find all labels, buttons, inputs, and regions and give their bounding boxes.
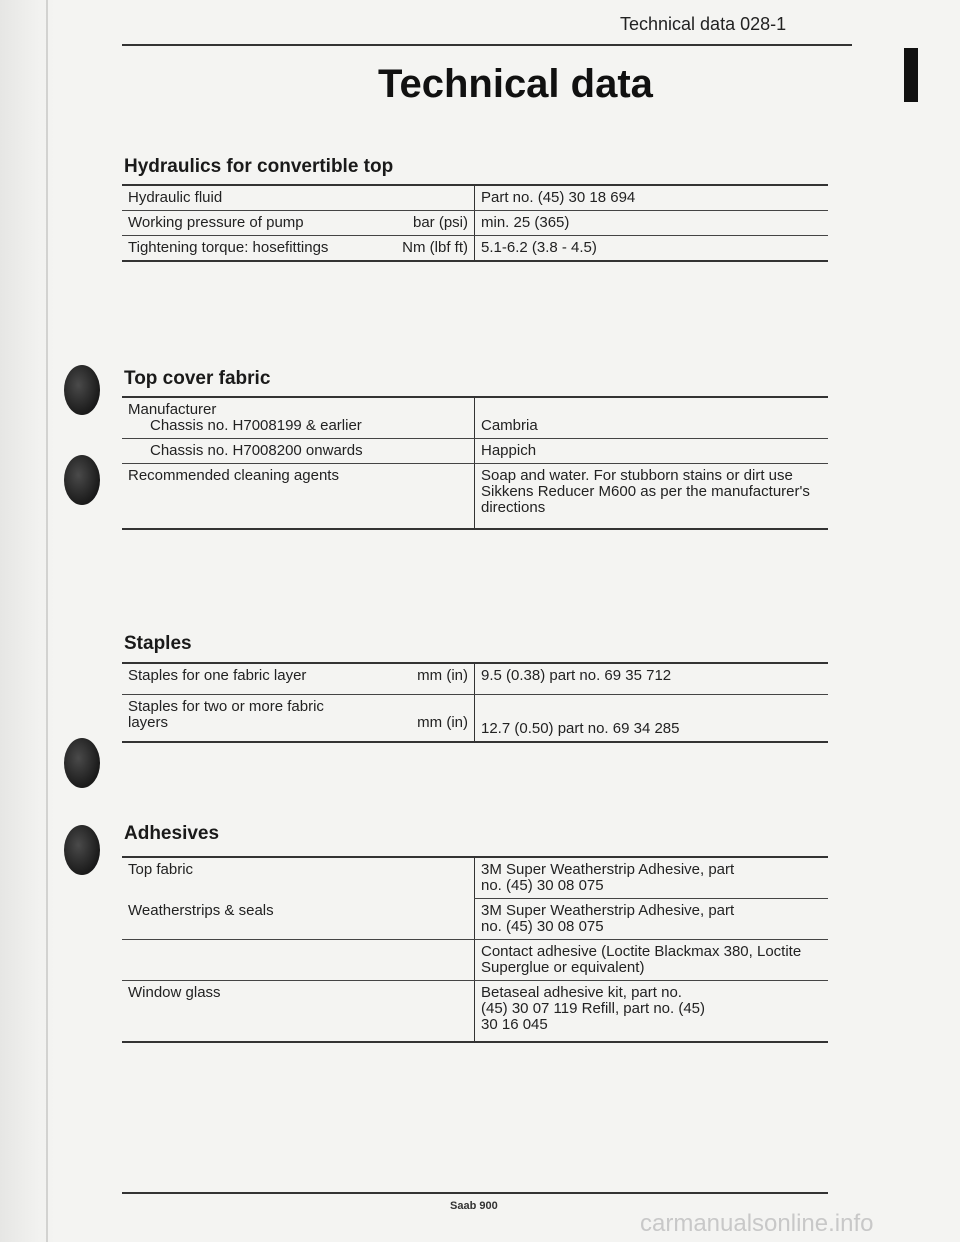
table-row [122,439,828,464]
row-value: 3M Super Weatherstrip Adhesive, part no. (45) 30 08 075 [481,902,735,935]
fabric-heading: Top cover fabric [124,368,271,389]
row-unit: Nm (lbf ft) [402,239,468,256]
page-title: Technical data [378,62,653,106]
row-value: 3M Super Weatherstrip Adhesive, part no. (45) 30 08 075 [481,861,735,894]
row-value: Betaseal adhesive kit, part no. (45) 30 07 119 Refill, part no. (45) 30 16 045 [481,984,706,1033]
staples-heading: Staples [124,633,192,654]
row-value: Soap and water. For stubborn stains or dirt use Sikkens Reducer M600 as per the manufacturer's directions [481,467,810,516]
table-row [122,899,828,940]
punch-hole [64,825,100,875]
footer-rule [122,1192,828,1194]
punch-hole [64,738,100,788]
binder-margin [0,0,58,1242]
row-label: Recommended cleaning agents [128,467,339,484]
table-row [122,464,828,530]
punch-hole [64,365,100,415]
table-row [122,981,828,1043]
row-label: Staples for one fabric layer [128,667,307,684]
row-value: 5.1-6.2 (3.8 - 4.5) [481,239,597,256]
row-label: Hydraulic fluid [128,189,223,206]
row-label: Chassis no. H7008200 onwards [150,442,363,459]
row-unit: mm (in) [417,714,468,731]
running-header: Technical data 028-1 [620,14,787,34]
table-row [122,397,828,439]
row-label: Window glass [128,984,221,1001]
hydraulics-table [122,184,828,262]
row-label: Chassis no. H7008199 & earlier [150,417,362,434]
section-tab-mark [904,48,918,102]
row-label: Weatherstrips & seals [128,901,274,919]
table-row [122,185,828,211]
row-value: Part no. (45) 30 18 694 [481,189,636,206]
header-rule [122,44,852,46]
footer-brand: Saab 900 [450,1200,498,1212]
row-label: Working pressure of pump [128,214,304,231]
row-label: Staples for two or more fabric layers [128,698,324,731]
row-value: Cambria [481,417,538,434]
table-row [122,940,828,981]
row-value: Contact adhesive (Loctite Blackmax 380, Loctite Superglue or equivalent) [481,943,802,976]
row-label: Tightening torque: hosefittings [128,239,329,256]
row-value: 12.7 (0.50) part no. 69 34 285 [481,720,680,737]
table-row [122,663,828,695]
row-label: Top fabric [128,861,194,878]
fabric-table [122,396,828,530]
row-value: Happich [481,442,537,459]
row-unit: mm (in) [417,667,468,684]
row-unit: bar (psi) [412,214,468,231]
binder-line [46,0,48,1242]
punch-hole [64,455,100,505]
staples-table [122,662,828,743]
table-row [122,695,828,743]
table-row [122,236,828,262]
row-value: min. 25 (365) [481,214,570,231]
table-row [122,857,828,899]
adhesives-heading: Adhesives [124,823,220,844]
manufacturer-label: Manufacturer [128,401,217,418]
watermark: carmanualsonline.info [640,1210,874,1237]
table-row [122,211,828,236]
row-value: 9.5 (0.38) part no. 69 35 712 [481,667,672,684]
hydraulics-heading: Hydraulics for convertible top [124,156,394,177]
adhesives-table [122,856,828,1043]
